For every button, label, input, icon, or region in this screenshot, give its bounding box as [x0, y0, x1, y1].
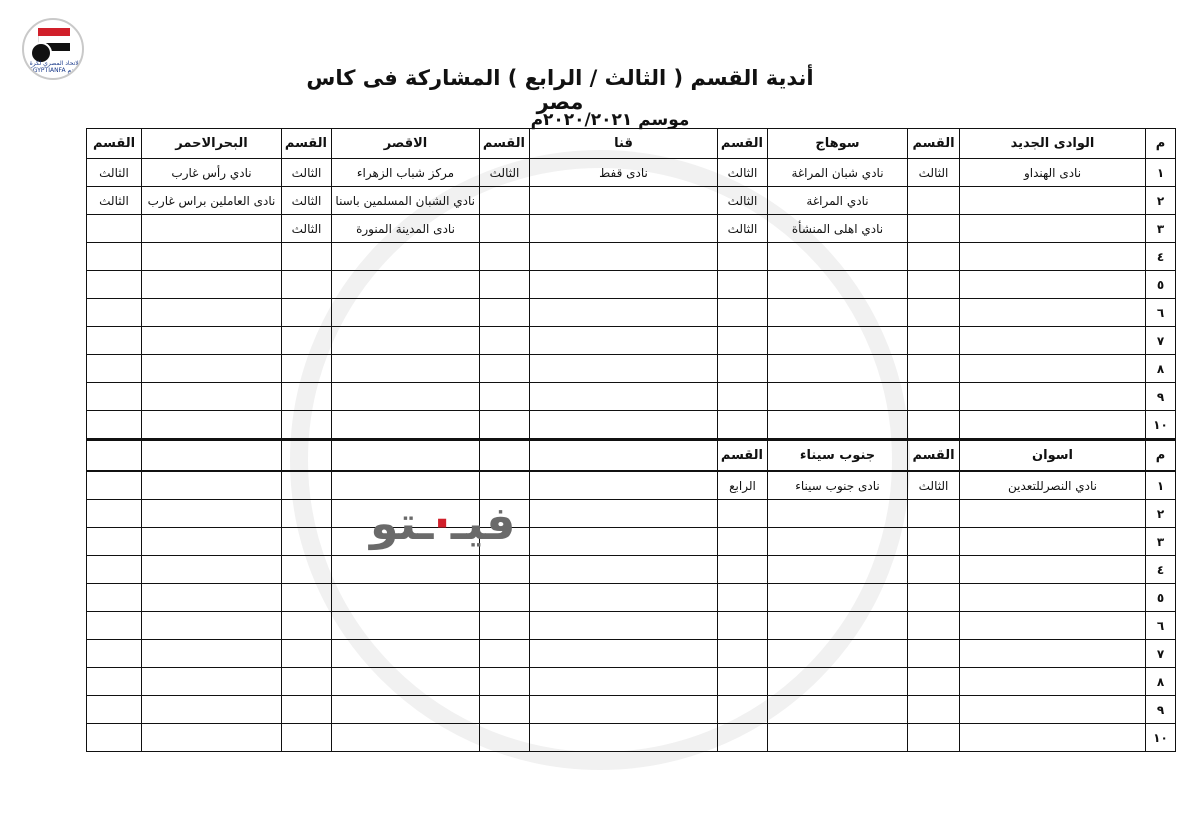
table-cell	[142, 271, 282, 299]
table-row	[87, 528, 1176, 556]
column-header-number: م	[1146, 129, 1176, 159]
table-cell	[908, 215, 960, 243]
table-cell: نادى المدينة المنورة	[332, 215, 480, 243]
table-cell	[530, 556, 718, 584]
row-number-cell: ٣	[1146, 215, 1176, 243]
table-row	[87, 556, 1176, 584]
column-header: القسم	[282, 129, 332, 159]
table-cell	[480, 215, 530, 243]
table-cell	[768, 612, 908, 640]
table-cell	[87, 471, 142, 500]
column-header	[480, 440, 530, 472]
column-header: القسم	[87, 129, 142, 159]
table-cell	[332, 584, 480, 612]
table-cell	[718, 355, 768, 383]
table-cell	[142, 668, 282, 696]
table-row	[87, 355, 1176, 383]
table-cell	[530, 471, 718, 500]
table-cell	[282, 612, 332, 640]
table-cell	[718, 243, 768, 271]
table-cell: الثالث	[908, 471, 960, 500]
table-row	[87, 640, 1176, 668]
table-cell: الرابع	[718, 471, 768, 500]
table-cell	[480, 355, 530, 383]
table-cell: الثالث	[718, 215, 768, 243]
table-cell	[908, 696, 960, 724]
table-cell	[768, 271, 908, 299]
column-header	[332, 440, 480, 472]
table-cell	[87, 355, 142, 383]
table-cell	[142, 299, 282, 327]
table-cell	[530, 383, 718, 411]
table-cell	[142, 528, 282, 556]
table-cell	[332, 243, 480, 271]
table-cell	[87, 299, 142, 327]
table-cell	[480, 411, 530, 440]
column-header: القسم	[718, 129, 768, 159]
table-cell	[332, 556, 480, 584]
column-header: الاقصر	[332, 129, 480, 159]
table-cell	[332, 271, 480, 299]
table-cell	[142, 471, 282, 500]
table-cell	[332, 355, 480, 383]
table-cell	[530, 612, 718, 640]
table-cell	[332, 383, 480, 411]
column-header-number: م	[1146, 440, 1176, 472]
table-cell	[908, 299, 960, 327]
table-cell	[768, 640, 908, 668]
table-cell: نادى الهنداو	[960, 159, 1146, 187]
table-cell	[142, 383, 282, 411]
table-cell: الثالث	[908, 159, 960, 187]
table-cell: نادي شبان المراغة	[768, 159, 908, 187]
row-number-cell: ٧	[1146, 640, 1176, 668]
clubs-table	[86, 128, 1176, 752]
table-row	[87, 299, 1176, 327]
table-cell	[480, 243, 530, 271]
table-cell	[332, 299, 480, 327]
table-cell	[142, 411, 282, 440]
table-cell	[718, 500, 768, 528]
table-cell	[960, 612, 1146, 640]
table-cell	[960, 500, 1146, 528]
table-cell	[142, 724, 282, 752]
table-cell: مركز شباب الزهراء	[332, 159, 480, 187]
table-cell: الثالث	[87, 159, 142, 187]
column-header	[87, 440, 142, 472]
table-cell	[530, 355, 718, 383]
table-cell	[282, 556, 332, 584]
table-cell	[718, 383, 768, 411]
stamp-dot: ·	[433, 496, 451, 550]
table-cell	[87, 528, 142, 556]
table-cell	[960, 411, 1146, 440]
row-number-cell: ٢	[1146, 500, 1176, 528]
row-number-cell: ٢	[1146, 187, 1176, 215]
table-cell: نادي المراغة	[768, 187, 908, 215]
table-cell	[718, 724, 768, 752]
row-number-cell: ١٠	[1146, 724, 1176, 752]
table-row	[87, 612, 1176, 640]
table-cell: الثالث	[282, 159, 332, 187]
table-cell	[282, 724, 332, 752]
table-cell: نادى قفط	[530, 159, 718, 187]
stamp-text-a: فيـ	[450, 496, 516, 550]
row-number-cell: ١٠	[1146, 411, 1176, 440]
table-cell	[768, 327, 908, 355]
table-row	[87, 500, 1176, 528]
table-cell	[142, 327, 282, 355]
table-cell	[87, 668, 142, 696]
table-cell	[87, 612, 142, 640]
table-cell	[282, 355, 332, 383]
table-cell	[480, 271, 530, 299]
table-cell	[960, 556, 1146, 584]
column-header: الوادى الجديد	[960, 129, 1146, 159]
column-header: القسم	[908, 440, 960, 472]
table-cell	[87, 696, 142, 724]
table-cell	[718, 327, 768, 355]
table-cell	[282, 243, 332, 271]
column-header: القسم	[480, 129, 530, 159]
table-row	[87, 271, 1176, 299]
table-cell	[282, 327, 332, 355]
column-header	[282, 440, 332, 472]
table-cell	[332, 724, 480, 752]
table-cell	[718, 528, 768, 556]
table-cell	[480, 696, 530, 724]
table-cell	[87, 640, 142, 668]
row-number-cell: ٦	[1146, 299, 1176, 327]
table-cell	[768, 556, 908, 584]
table-cell	[282, 299, 332, 327]
table-cell	[332, 327, 480, 355]
table-cell	[960, 696, 1146, 724]
table-cell	[530, 271, 718, 299]
season-label: موسم ٢٠٢٠/٢٠٢١م	[530, 110, 690, 130]
column-header: جنوب سيناء	[768, 440, 908, 472]
table-cell: الثالث	[87, 187, 142, 215]
column-header: القسم	[908, 129, 960, 159]
column-header	[530, 440, 718, 472]
column-header	[142, 440, 282, 472]
table-cell	[908, 383, 960, 411]
table-cell	[282, 696, 332, 724]
table-cell	[87, 411, 142, 440]
table-cell	[768, 724, 908, 752]
table-cell	[908, 584, 960, 612]
table-cell	[530, 640, 718, 668]
table-cell	[87, 556, 142, 584]
table-cell	[768, 411, 908, 440]
table-cell	[480, 299, 530, 327]
table-cell	[768, 383, 908, 411]
table-cell	[87, 724, 142, 752]
table-cell	[718, 556, 768, 584]
table-row	[87, 411, 1176, 440]
table-row	[87, 724, 1176, 752]
table-cell	[908, 556, 960, 584]
table-cell	[718, 640, 768, 668]
table-cell	[282, 500, 332, 528]
column-header: قنا	[530, 129, 718, 159]
row-number-cell: ٥	[1146, 584, 1176, 612]
table-cell	[768, 243, 908, 271]
table-cell	[142, 696, 282, 724]
table-cell	[87, 383, 142, 411]
row-number-cell: ٧	[1146, 327, 1176, 355]
table-cell	[142, 243, 282, 271]
table-cell	[87, 500, 142, 528]
column-header: اسوان	[960, 440, 1146, 472]
table-cell	[718, 411, 768, 440]
table-cell	[282, 640, 332, 668]
table-cell	[960, 383, 1146, 411]
table-cell	[282, 383, 332, 411]
column-header: البحرالاحمر	[142, 129, 282, 159]
page-title: أندية القسم ( الثالث / الرابع ) المشاركة فى كاس مصر	[306, 66, 814, 114]
row-number-cell: ٦	[1146, 612, 1176, 640]
table-cell	[960, 327, 1146, 355]
table-cell	[530, 584, 718, 612]
table-cell	[282, 411, 332, 440]
row-number-cell: ١	[1146, 159, 1176, 187]
table-cell	[332, 696, 480, 724]
table-cell	[530, 696, 718, 724]
table-cell	[142, 640, 282, 668]
table-cell	[530, 243, 718, 271]
table-cell	[530, 668, 718, 696]
table-cell	[530, 299, 718, 327]
row-number-cell: ٤	[1146, 243, 1176, 271]
table-cell	[960, 215, 1146, 243]
table-cell: نادي الشبان المسلمين باسنا	[332, 187, 480, 215]
table-cell	[142, 215, 282, 243]
table-cell	[530, 724, 718, 752]
table-cell	[908, 528, 960, 556]
row-number-cell: ١	[1146, 471, 1176, 500]
table-cell	[718, 584, 768, 612]
table-cell	[768, 500, 908, 528]
table-cell	[332, 411, 480, 440]
table-cell	[530, 411, 718, 440]
table-cell: نادي رأس غارب	[142, 159, 282, 187]
table-cell	[718, 668, 768, 696]
flag-red-stripe	[38, 28, 70, 36]
table1-header-row	[87, 129, 1176, 159]
table-cell	[768, 299, 908, 327]
table-cell	[142, 612, 282, 640]
table-cell	[908, 724, 960, 752]
table-cell	[480, 327, 530, 355]
row-number-cell: ٨	[1146, 355, 1176, 383]
table-row	[87, 187, 1176, 215]
table-cell	[960, 584, 1146, 612]
federation-logo	[22, 18, 84, 80]
table-cell	[960, 668, 1146, 696]
table-row	[87, 383, 1176, 411]
table-cell	[530, 187, 718, 215]
column-header: القسم	[718, 440, 768, 472]
table-cell	[768, 696, 908, 724]
table-cell	[960, 724, 1146, 752]
table-cell	[282, 528, 332, 556]
table-cell	[480, 612, 530, 640]
table-cell	[480, 668, 530, 696]
table-cell	[908, 668, 960, 696]
table-row	[87, 215, 1176, 243]
table-cell: الثالث	[480, 159, 530, 187]
table-cell	[908, 327, 960, 355]
table-cell: نادي النصرللتعدين	[960, 471, 1146, 500]
table-cell	[142, 584, 282, 612]
table-cell	[87, 584, 142, 612]
table-cell: الثالث	[282, 215, 332, 243]
table-cell	[908, 500, 960, 528]
table-row	[87, 327, 1176, 355]
table-cell: نادي اهلى المنشأة	[768, 215, 908, 243]
table-cell	[142, 500, 282, 528]
row-number-cell: ٩	[1146, 383, 1176, 411]
table-cell	[282, 471, 332, 500]
table-cell	[87, 215, 142, 243]
table-cell	[718, 271, 768, 299]
table-cell	[530, 528, 718, 556]
column-header: سوهاج	[768, 129, 908, 159]
site-stamp	[370, 496, 515, 550]
table-cell	[908, 411, 960, 440]
table-cell	[282, 668, 332, 696]
table-cell	[960, 299, 1146, 327]
table2-header-row	[87, 440, 1176, 472]
table-cell	[960, 271, 1146, 299]
table-row	[87, 696, 1176, 724]
table-cell	[908, 271, 960, 299]
table-cell: الثالث	[718, 187, 768, 215]
table-cell: الثالث	[718, 159, 768, 187]
table-cell	[960, 187, 1146, 215]
table-cell	[480, 556, 530, 584]
table-cell	[87, 271, 142, 299]
table-row	[87, 471, 1176, 500]
table-cell	[530, 215, 718, 243]
table-cell	[768, 528, 908, 556]
row-number-cell: ٥	[1146, 271, 1176, 299]
table-cell	[480, 584, 530, 612]
table-cell	[718, 299, 768, 327]
stamp-text-b: ـتو	[370, 496, 434, 550]
row-number-cell: ٨	[1146, 668, 1176, 696]
table-cell	[282, 271, 332, 299]
table-cell	[480, 724, 530, 752]
table-cell	[87, 243, 142, 271]
table-cell	[480, 187, 530, 215]
table-cell	[332, 668, 480, 696]
table-cell	[768, 355, 908, 383]
row-number-cell: ٩	[1146, 696, 1176, 724]
table-cell	[768, 584, 908, 612]
row-number-cell: ٣	[1146, 528, 1176, 556]
table-cell	[908, 612, 960, 640]
table-cell	[908, 243, 960, 271]
table-cell	[530, 327, 718, 355]
table-cell	[480, 383, 530, 411]
table-cell	[908, 187, 960, 215]
table-cell	[960, 355, 1146, 383]
table-row	[87, 243, 1176, 271]
table-cell	[960, 528, 1146, 556]
table-cell	[142, 355, 282, 383]
row-number-cell: ٤	[1146, 556, 1176, 584]
table-cell: نادى جنوب سيناء	[768, 471, 908, 500]
table-row	[87, 584, 1176, 612]
table-cell	[480, 640, 530, 668]
table-cell	[908, 355, 960, 383]
table-cell	[908, 640, 960, 668]
table-cell: نادى العاملين براس غارب	[142, 187, 282, 215]
table-cell	[87, 327, 142, 355]
table-cell	[960, 243, 1146, 271]
table-cell	[718, 612, 768, 640]
table-cell	[718, 696, 768, 724]
table-cell	[332, 612, 480, 640]
table-cell	[530, 500, 718, 528]
table-cell: الثالث	[282, 187, 332, 215]
table-cell	[768, 668, 908, 696]
table-cell	[142, 556, 282, 584]
table-cell	[282, 584, 332, 612]
table-cell	[960, 640, 1146, 668]
table-row	[87, 668, 1176, 696]
table-row	[87, 159, 1176, 187]
table-cell	[332, 640, 480, 668]
logo-text: الاتحاد المصري لكرة القدم EGYPTIANFA	[29, 60, 81, 74]
